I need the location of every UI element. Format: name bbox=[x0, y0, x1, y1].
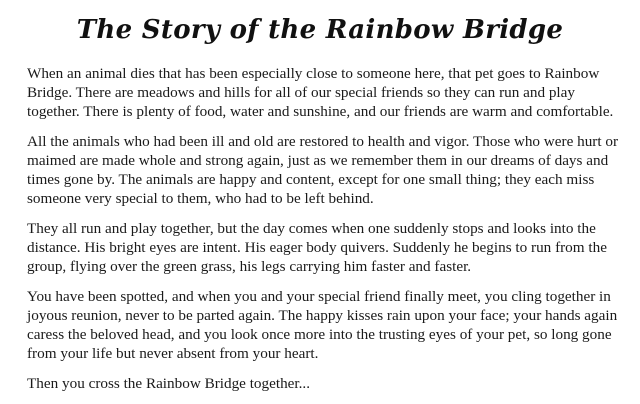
paragraph-2: All the animals who had been ill and old are restored to health and vigor. Those who were hurt or maimed are made whole and strong again, just as we remember them in our dreams of days and times gone by. The animals are happy and content, except for one small thing; they each miss someone very special to them, who had to be left behind. bbox=[27, 133, 619, 207]
document-body bbox=[27, 64, 627, 404]
paragraph-1: When an animal dies that has been especially close to someone here, that pet goes to Rainbow Bridge. There are meadows and hills for all of our special friends so they can run and play together. There is plenty of food, water and sunshine, and our friends are warm and comfortable. bbox=[27, 65, 614, 120]
paragraph-3: They all run and play together, but the day comes when one suddenly stops and looks into the distance. His bright eyes are intent. His eager body quivers. Suddenly he begins to run from the group, flying over the green grass, his legs carrying him faster and faster. bbox=[27, 220, 607, 275]
paragraph-4: You have been spotted, and when you and your special friend finally meet, you cling together in joyous reunion, never to be parted again. The happy kisses rain upon your face; your hands again caress the beloved head, and you look once more into the trusting eyes of your pet, so long gone from your life but never absent from your heart. bbox=[27, 288, 618, 362]
paragraph-5: Then you cross the Rainbow Bridge together... bbox=[27, 375, 311, 392]
document-title: The Story of the Rainbow Bridge bbox=[76, 15, 564, 45]
